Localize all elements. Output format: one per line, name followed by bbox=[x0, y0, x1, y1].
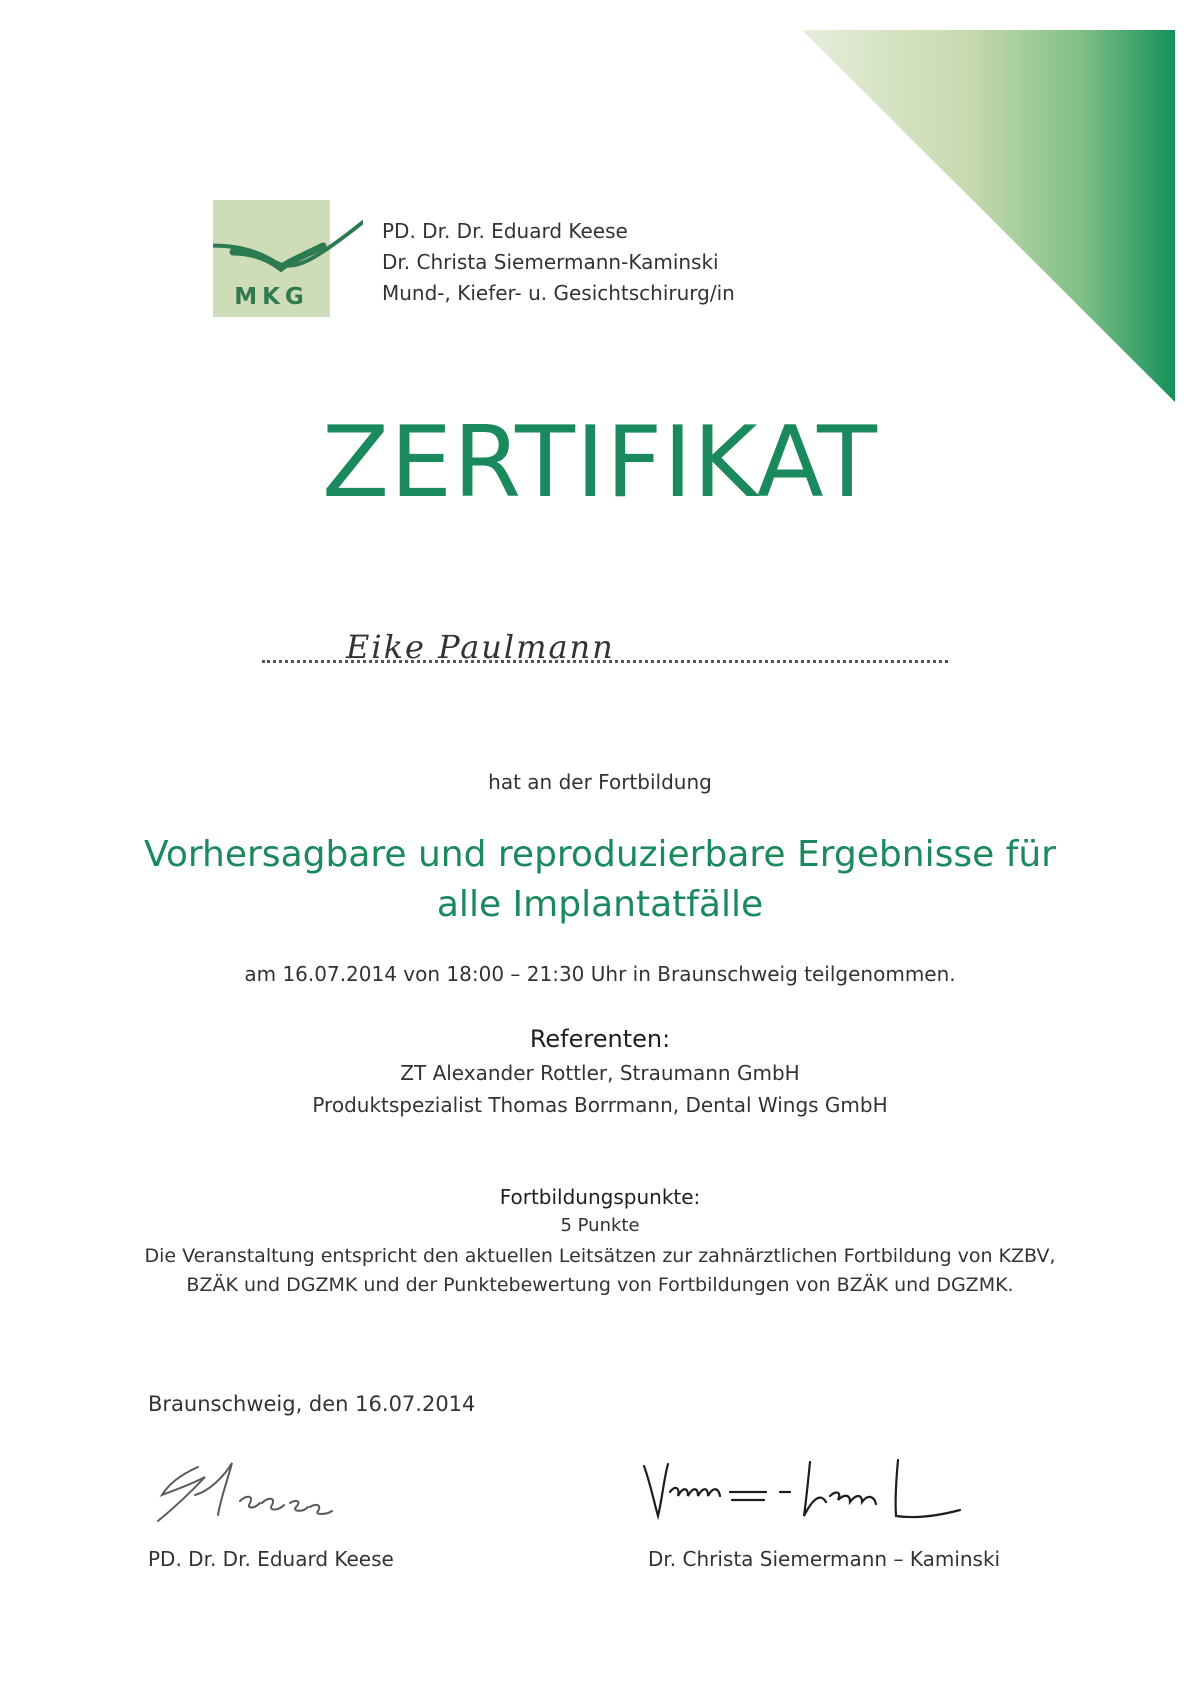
points-heading: Fortbildungspunkte: bbox=[499, 1185, 701, 1209]
signature-left bbox=[150, 1455, 370, 1535]
triangle-shape bbox=[802, 30, 1175, 402]
signature-right bbox=[640, 1452, 970, 1532]
participant-name: Eike Paulmann bbox=[346, 628, 615, 666]
points-note-line-1: Die Veranstaltung entspricht den aktuellen Leitsätzen zur zahnärztlichen Fortbildung von KZBV, bbox=[144, 1245, 1056, 1267]
practice-header bbox=[382, 216, 735, 309]
signer-name-right: Dr. Christa Siemermann – Kaminski bbox=[648, 1547, 1001, 1571]
points-value: 5 Punkte bbox=[560, 1215, 640, 1236]
course-title-line-2: alle Implantatfälle bbox=[436, 884, 764, 925]
points-note bbox=[0, 1242, 1200, 1300]
header-line-doctor-2: Dr. Christa Siemermann-Kaminski bbox=[382, 250, 719, 274]
logo-text: MKG bbox=[234, 284, 309, 310]
mkg-logo bbox=[213, 200, 330, 317]
header-line-specialty: Mund-, Kiefer- u. Gesichtschirurg/in bbox=[382, 281, 735, 305]
course-title-line-1: Vorhersagbare und reproduzierbare Ergebnisse für bbox=[144, 834, 1056, 875]
header-line-doctor-1: PD. Dr. Dr. Eduard Keese bbox=[382, 219, 628, 243]
speakers-heading: Referenten: bbox=[529, 1025, 671, 1053]
event-date-line: am 16.07.2014 von 18:00 – 21:30 Uhr in Braunschweig teilgenommen. bbox=[244, 962, 956, 986]
place-date: Braunschweig, den 16.07.2014 bbox=[148, 1392, 476, 1416]
speaker-line: ZT Alexander Rottler, Straumann GmbH bbox=[400, 1061, 800, 1085]
course-title bbox=[0, 830, 1200, 930]
certificate-title: ZERTIFIKAT bbox=[322, 406, 878, 520]
speaker-line: Produktspezialist Thomas Borrmann, Dental Wings GmbH bbox=[312, 1093, 888, 1117]
signer-name-left: PD. Dr. Dr. Eduard Keese bbox=[148, 1547, 394, 1571]
points-note-line-2: BZÄK und DGZMK und der Punktebewertung von Fortbildungen von BZÄK und DGZMK. bbox=[186, 1274, 1014, 1296]
corner-gradient-triangle bbox=[0, 0, 1200, 420]
intro-text: hat an der Fortbildung bbox=[488, 770, 712, 794]
